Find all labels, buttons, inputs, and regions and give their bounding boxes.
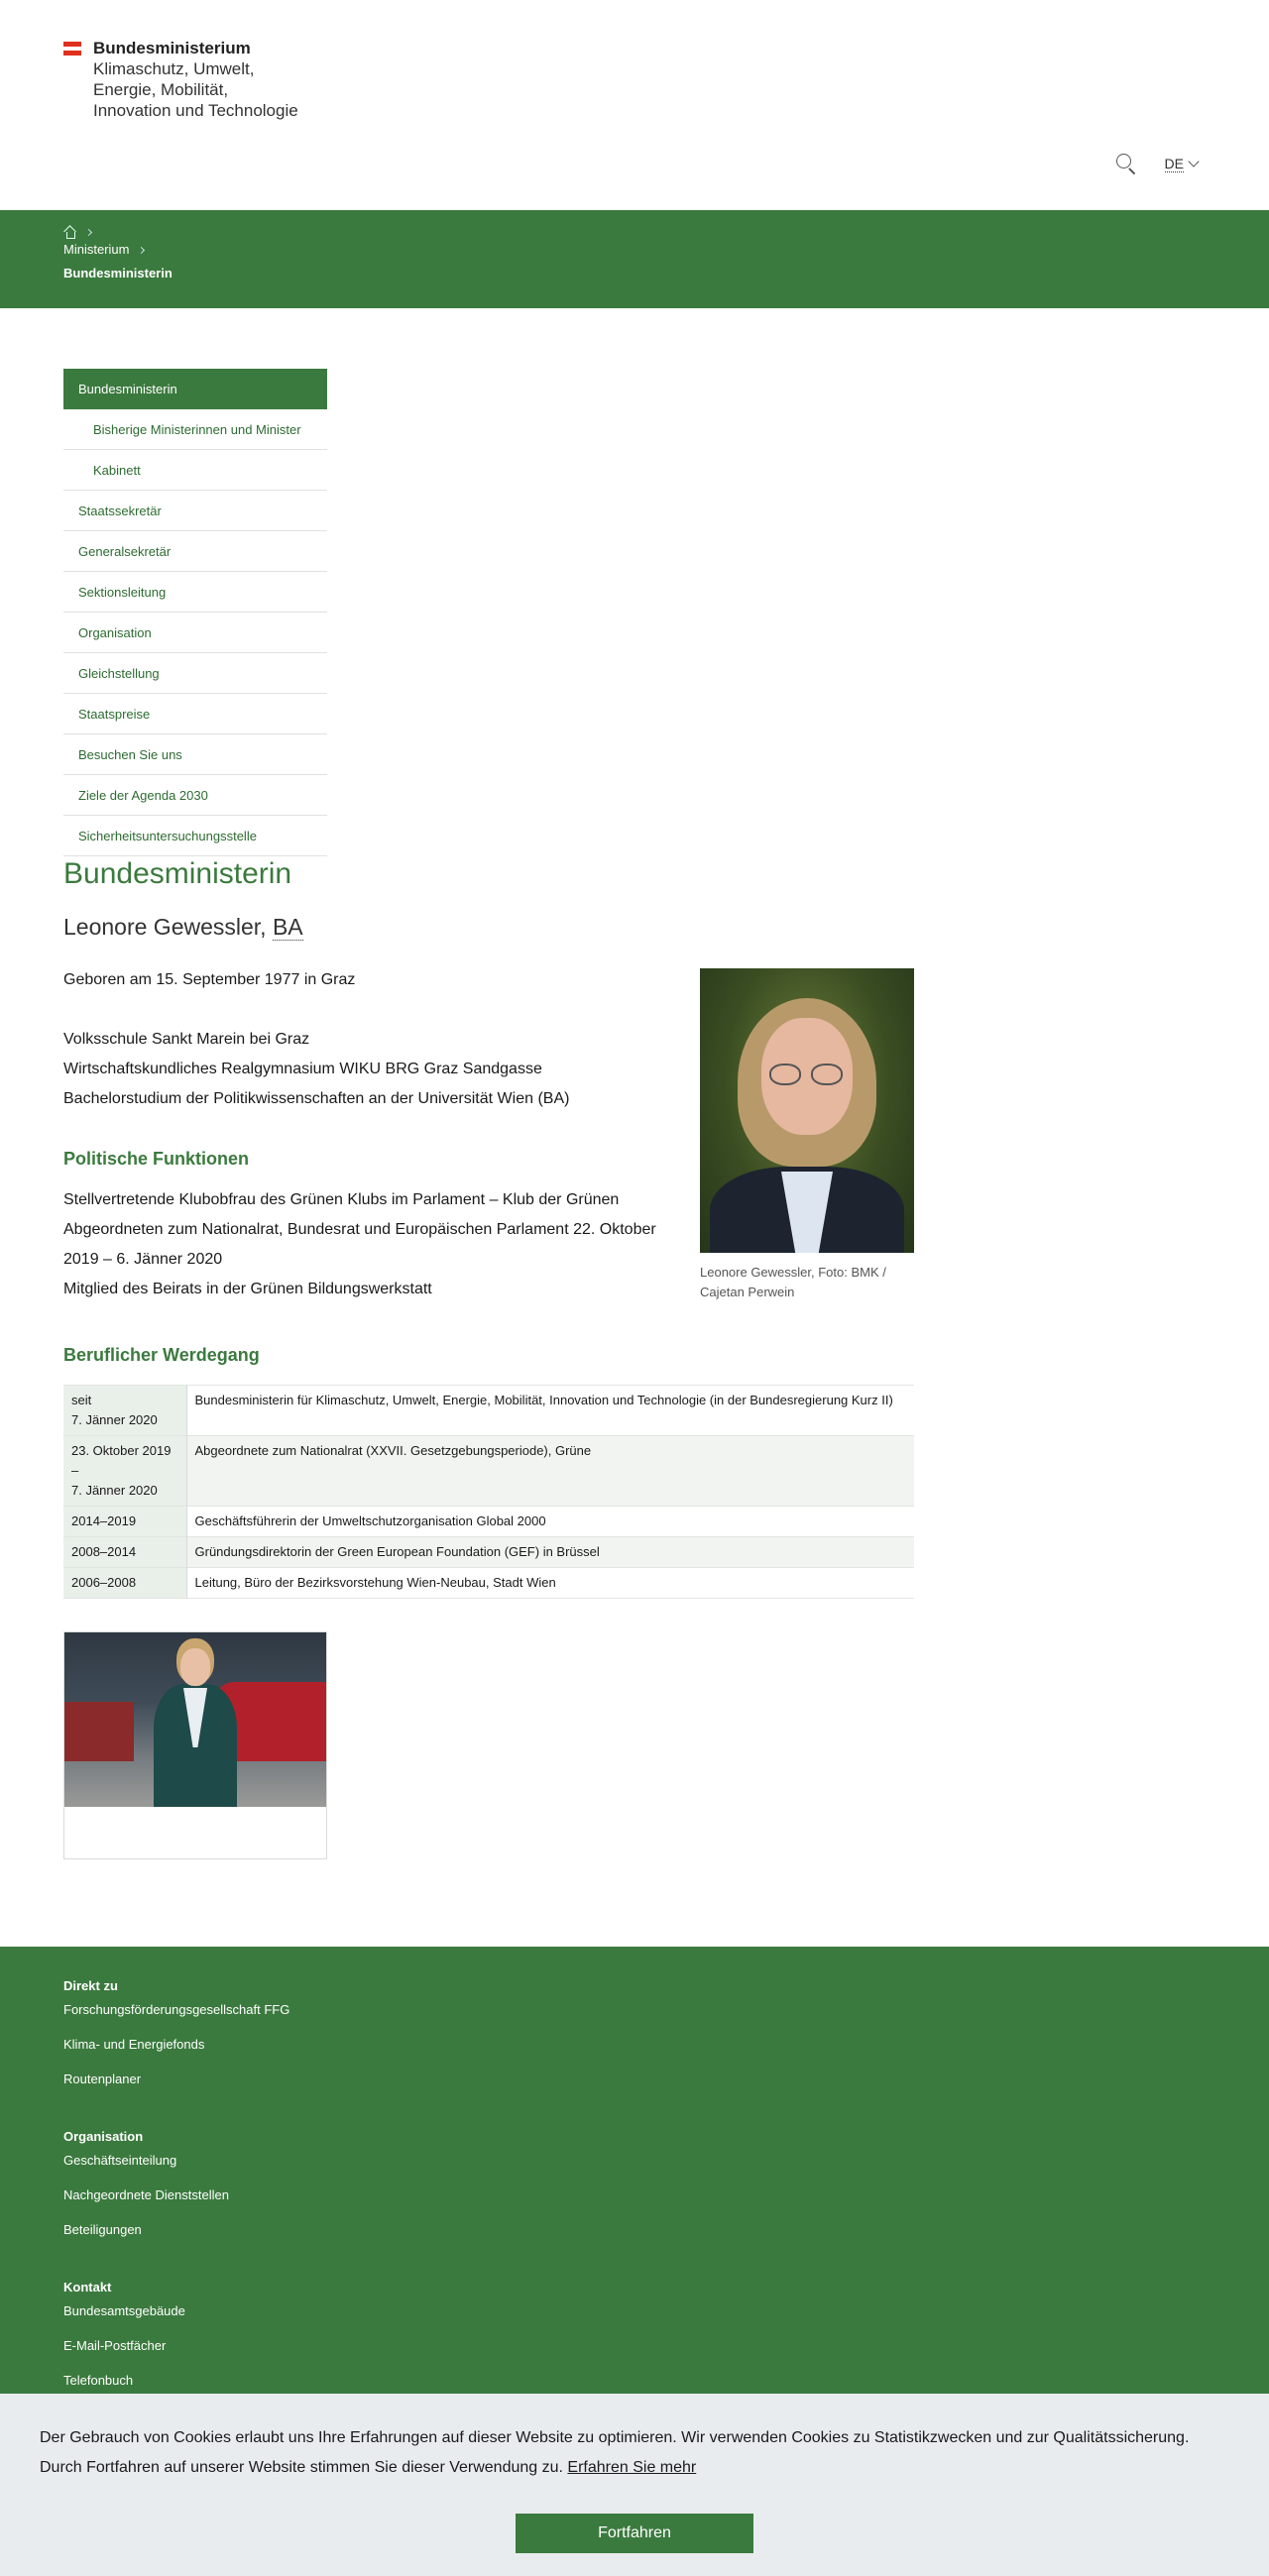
degree-abbr: BA [272,914,303,940]
footer-group-organisation [63,2127,229,2240]
footer-link[interactable]: Bundesamtsgebäude [63,2303,185,2318]
career-years-text: seit 7. Jänner 2020 [71,1393,158,1427]
portrait-caption: Leonore Gewessler, Foto: BMK / Cajetan Perwein [700,1265,886,1299]
birth-info: Geboren am 15. September 1977 in Graz [63,971,356,988]
austrian-flag-icon [63,42,81,56]
ministry-logo[interactable] [63,38,298,121]
logo-line-4: Innovation und Technologie [93,101,298,120]
footer-link[interactable]: Telefonbuch [63,2373,134,2388]
footer-link[interactable]: Beteiligungen [63,2222,142,2237]
career-title: Beruflicher Werdegang [63,1345,260,1365]
breadcrumb-bar [0,210,1269,308]
political-item: Stellvertretende Klubobfrau des Grünen Klubs im Parlament – Klub der Grünen [63,1191,620,1208]
footer-heading: Organisation [63,2129,144,2144]
cookie-more-link[interactable]: Erfahren Sie mehr [567,2459,697,2476]
portrait-figure [700,968,914,1302]
table-row [63,1386,914,1436]
career-text: Geschäftsführerin der Umweltschutzorganisation Global 2000 [186,1507,914,1537]
logo-line-3: Energie, Mobilität, [93,80,229,99]
side-navigation [63,369,327,856]
career-years: 2014–2019 [63,1507,186,1537]
footer-group-direkt [63,1976,289,2089]
sidenav-item-besuchen[interactable]: Besuchen Sie uns [63,734,327,775]
career-text: Gründungsdirektorin der Green European Foundation (GEF) in Brüssel [186,1537,914,1568]
political-item: Abgeordneten zum Nationalrat, Bundesrat und Europäischen Parlament 22. Oktober 2019 – 6. Jänner 2020 [63,1221,656,1268]
career-years: 2006–2008 [63,1568,186,1599]
footer-heading: Direkt zu [63,1978,118,1993]
footer-link[interactable]: E-Mail-Postfächer [63,2338,167,2353]
footer-link[interactable]: Routenplaner [63,2072,142,2086]
portrait-photo[interactable] [700,968,914,1253]
chevron-right-icon [85,228,92,235]
breadcrumb [63,226,173,285]
site-header [0,0,1269,210]
career-years [63,1436,186,1507]
minister-name [63,912,914,942]
logo-line-1: Bundesministerium [93,39,251,57]
logo-line-2: Klimaschutz, Umwelt, [93,59,255,78]
breadcrumb-current: Bundesministerin [63,266,173,280]
career-text: Abgeordnete zum Nationalrat (XXVII. Gesetzgebungsperiode), Grüne [186,1436,914,1507]
career-text: Leitung, Büro der Bezirksvorstehung Wien-Neubau, Stadt Wien [186,1568,914,1599]
sidenav-item-bisherige-minister[interactable]: Bisherige Ministerinnen und Minister [63,409,327,450]
career-years-text: 23. Oktober 2019 – 7. Jänner 2020 [71,1443,172,1498]
cookie-banner [0,2394,1269,2576]
main-content [63,854,914,1590]
sidenav-item-staatssekretaer[interactable]: Staatssekretär [63,491,327,531]
sidenav-item-generalsekretaer[interactable]: Generalsekretär [63,531,327,572]
chevron-down-icon [1188,156,1199,167]
career-text: Bundesministerin für Klimaschutz, Umwelt, Energie, Mobilität, Innovation und Technologie (in der Bundesregierung Kurz II) [186,1386,914,1436]
table-row [63,1537,914,1568]
footer-link[interactable]: Klima- und Energiefonds [63,2037,205,2052]
biography [63,965,658,1304]
minister-name-text: Leonore Gewessler, [63,914,273,940]
education-item: Wirtschaftskundliches Realgymnasium WIKU BRG Graz Sandgasse [63,1061,542,1077]
chevron-right-icon [138,246,145,253]
table-row [63,1568,914,1599]
sidenav-item-kabinett[interactable]: Kabinett [63,450,327,491]
footer-group-kontakt [63,2278,185,2391]
sidenav-item-agenda-2030[interactable]: Ziele der Agenda 2030 [63,775,327,816]
career-years [63,1386,186,1436]
education-item: Bachelorstudium der Politikwissenschaften an der Universität Wien (BA) [63,1090,570,1107]
ministry-name [93,38,298,121]
sidenav-item-gleichstellung[interactable]: Gleichstellung [63,653,327,694]
footer-link[interactable]: Forschungsförderungsgesellschaft FFG [63,2002,290,2017]
minister-train-photo[interactable] [64,1632,326,1807]
page-title: Bundesministerin [63,857,292,890]
table-row [63,1436,914,1507]
cookie-accept-button[interactable]: Fortfahren [516,2514,753,2553]
footer-link[interactable]: Geschäftseinteilung [63,2153,177,2168]
home-icon[interactable] [63,226,76,238]
political-item: Mitglied des Beirats in der Grünen Bildungswerkstatt [63,1281,432,1297]
search-icon[interactable] [1115,153,1137,174]
footer-heading: Kontakt [63,2280,112,2295]
career-years: 2008–2014 [63,1537,186,1568]
gallery-card[interactable] [63,1631,327,1859]
sidenav-item-bundesministerin[interactable]: Bundesministerin [63,369,327,409]
sidenav-item-organisation[interactable]: Organisation [63,613,327,653]
sidenav-item-sektionsleitung[interactable]: Sektionsleitung [63,572,327,613]
cookie-text [40,2423,1229,2483]
career-table [63,1385,914,1599]
table-row [63,1507,914,1537]
header-tools [1115,153,1198,174]
sidenav-item-staatspreise[interactable]: Staatspreise [63,694,327,734]
sidenav-item-sicherheit[interactable]: Sicherheitsuntersuchungsstelle [63,816,327,856]
cookie-message: Der Gebrauch von Cookies erlaubt uns Ihre Erfahrungen auf dieser Website zu optimieren. Wir verwenden Cookies zu Statistikzwecken und zur Qualitätssicherung. Durch Fortfahren auf unserer Website stimmen Sie dieser Verwendung zu. [40,2429,1190,2476]
political-title: Politische Funktionen [63,1149,250,1169]
breadcrumb-ministerium[interactable]: Ministerium [63,242,130,257]
footer-link[interactable]: Nachgeordnete Dienststellen [63,2187,229,2202]
language-selector[interactable] [1165,156,1198,172]
education-item: Volksschule Sankt Marein bei Graz [63,1031,310,1048]
language-code: DE [1164,155,1184,171]
